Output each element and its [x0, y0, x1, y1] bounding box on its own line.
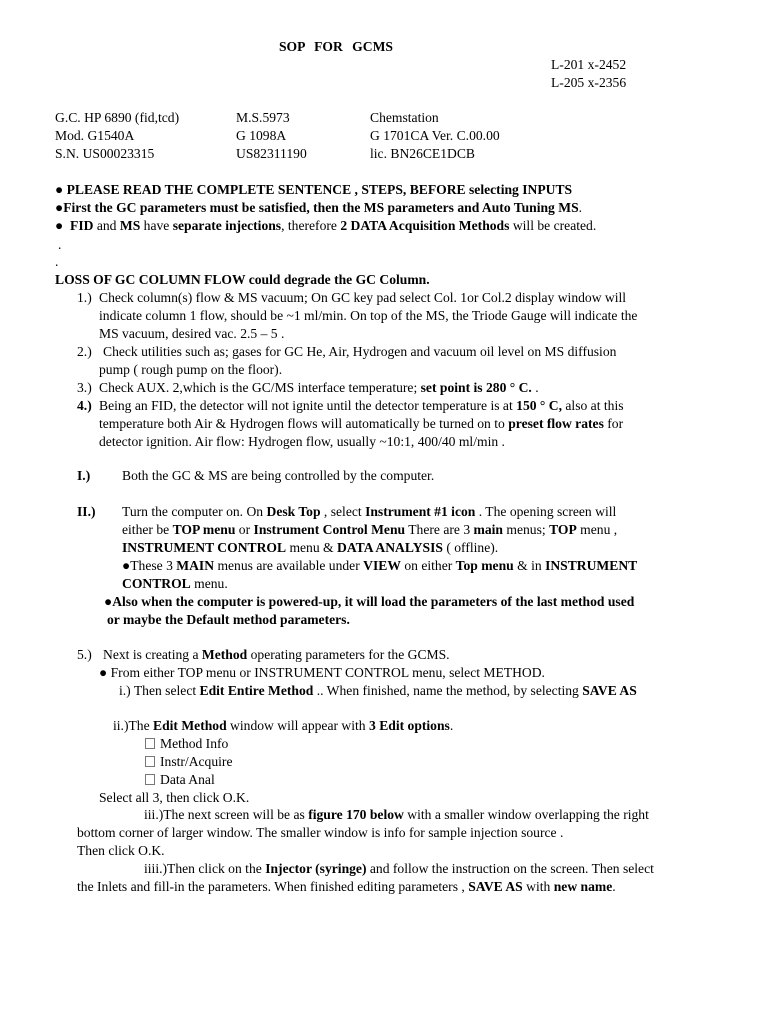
text: iii.)The next screen will be as [144, 807, 309, 822]
text: . [449, 718, 454, 733]
item-line: indicate column 1 flow, should be ~1 ml/min. On top of the MS, the Triode Gauge will indicate the [99, 308, 638, 323]
step5-bullet [99, 664, 545, 682]
line [122, 503, 616, 521]
injector-syringe: Injector (syringe) [265, 861, 367, 876]
new-name: new name [553, 879, 613, 894]
text: on either [400, 558, 456, 573]
text: menus are available under [214, 558, 364, 573]
item-line: detector ignition. Air flow: Hydrogen flow, usually ~10:1, 400/40 ml/min . [99, 434, 505, 449]
option-method-info [145, 735, 228, 753]
text: . [531, 380, 539, 395]
text: . The opening screen will [475, 504, 617, 519]
item-line: pump ( rough pump on the floor). [99, 362, 283, 377]
preset-flow-rates: preset flow rates [508, 416, 604, 431]
step5-substep-iii-line2: bottom corner of larger window. The smaller window is info for sample injection source . [77, 825, 564, 840]
line [122, 557, 637, 575]
main: main [473, 522, 503, 537]
checkbox-icon [145, 774, 155, 785]
text: will be created. [509, 218, 597, 233]
item-number: 2.) [77, 344, 92, 359]
data-acquisition-methods: 2 DATA Acquisition Methods [340, 218, 510, 233]
save-as: SAVE AS [582, 683, 637, 698]
top-menu: Top menu [455, 558, 514, 573]
text: ( offline). [442, 540, 499, 555]
bullet: ● [122, 558, 131, 573]
period: . [578, 200, 583, 215]
software-version: G 1701CA Ver. C.00.00 [370, 128, 500, 143]
text: .. When finished, name the method, by selecting [313, 683, 583, 698]
gc-model: G.C. HP 6890 (fid,tcd) [55, 110, 180, 125]
option-label: Instr/Acquire [160, 754, 233, 769]
item-line: Check column(s) flow & MS vacuum; On GC key pad select Col. 1or Col.2 display window will [99, 290, 627, 305]
step5-substep-ii [113, 717, 453, 735]
checkbox-icon [145, 756, 155, 767]
phone-extension-1: L-201 x-2452 [551, 57, 627, 72]
item-line: Check utilities such as; gases for GC He, Air, Hydrogen and vacuum oil level on MS diffusion [103, 344, 617, 359]
item-line [99, 397, 624, 415]
separate-injections: separate injections [172, 218, 282, 233]
text: These 3 [130, 558, 177, 573]
bullet: ● [99, 665, 108, 680]
bullet: ● [55, 200, 64, 215]
step5-number: 5.) [77, 647, 92, 662]
main-caps: MAIN [176, 558, 215, 573]
set-point: set point is 280 ° C. [420, 380, 532, 395]
desk-top: Desk Top [266, 504, 321, 519]
view: VIEW [363, 558, 401, 573]
text: & in [513, 558, 546, 573]
step5-substep-iiii [144, 860, 654, 878]
instrument-icon-label: Instrument #1 icon [365, 504, 476, 519]
software-license: lic. BN26CE1DCB [370, 146, 475, 161]
notice-read-complete [55, 181, 572, 199]
option-instr-acquire [145, 753, 232, 771]
text: menu , [576, 522, 618, 537]
data-analysis: DATA ANALYSIS [337, 540, 443, 555]
text: and [93, 218, 120, 233]
item-number: 4.) [77, 398, 92, 413]
text: From either TOP menu or INSTRUMENT CONTROL menu, select METHOD. [110, 665, 545, 680]
item-number: 1.) [77, 290, 92, 305]
text: ii.)The [113, 718, 154, 733]
text: Turn the computer on. On [122, 504, 267, 519]
text: menu & [286, 540, 338, 555]
default-method-note: or maybe the Default method parameters. [107, 612, 350, 627]
text: with [522, 879, 554, 894]
powered-up-note: ●Also when the computer is powered-up, it will load the parameters of the last method used [104, 594, 635, 609]
step5-substep-iiii-line2 [77, 878, 616, 896]
text: menus; [503, 522, 550, 537]
text: Check AUX. 2,which is the GC/MS interface temperature; [99, 380, 421, 395]
text: , therefore [281, 218, 341, 233]
software-name: Chemstation [370, 110, 439, 125]
gc-serial: S.N. US00023315 [55, 146, 155, 161]
text: iiii.)Then click on the [144, 861, 266, 876]
roman-i-number: I.) [77, 468, 91, 483]
phone-extension-2: L-205 x-2356 [551, 75, 627, 90]
ignite-temperature: 150 ° C, [516, 398, 562, 413]
text: , select [320, 504, 366, 519]
text: There are 3 [405, 522, 474, 537]
item-line [99, 415, 623, 433]
ms-mod: G 1098A [236, 128, 287, 143]
item-line: MS vacuum, desired vac. 2.5 – 5 . [99, 326, 285, 341]
ms-label: MS [119, 218, 141, 233]
item-line [99, 379, 539, 397]
step5-substep-iii [144, 806, 649, 824]
step5-substep-iii-line3: Then click O.K. [77, 843, 165, 858]
text: with a smaller window overlapping the right [403, 807, 649, 822]
text: also at this [561, 398, 624, 413]
line [122, 575, 228, 593]
text: or [235, 522, 254, 537]
method: Method [201, 647, 248, 662]
top-menu: TOP menu [172, 522, 236, 537]
text: temperature both Air & Hydrogen flows will automatically be turned on to [99, 416, 509, 431]
select-all-note: Select all 3, then click O.K. [99, 790, 250, 805]
step5-substep-i [119, 682, 637, 700]
instrument-control-menu: Instrument Control Menu [253, 522, 406, 537]
checkbox-icon [145, 738, 155, 749]
control: CONTROL [122, 576, 191, 591]
text: operating parameters for the GCMS. [247, 647, 450, 662]
text: window will appear with [226, 718, 369, 733]
text: i.) Then select [119, 683, 200, 698]
option-label: Method Info [160, 736, 229, 751]
line [122, 539, 498, 557]
text: for [603, 416, 624, 431]
text: and follow the instruction on the screen. Then select [366, 861, 654, 876]
text: have [140, 218, 173, 233]
notice-text: First the GC parameters must be satisfied, then the MS parameters and Auto Tuning MS [63, 200, 579, 215]
text: the Inlets and fill-in the parameters. When finished editing parameters , [77, 879, 469, 894]
section-title-loss: LOSS OF GC COLUMN FLOW could degrade the GC Column. [55, 272, 430, 287]
edit-options: 3 Edit options [369, 718, 450, 733]
roman-i-text: Both the GC & MS are being controlled by the computer. [122, 468, 435, 483]
notice-text: PLEASE READ THE COMPLETE SENTENCE , STEPS, BEFORE selecting INPUTS [66, 182, 573, 197]
option-label: Data Anal [160, 772, 215, 787]
text: Being an FID, the detector will not ignite until the detector temperature is at [99, 398, 517, 413]
text: . [612, 879, 616, 894]
text: menu. [190, 576, 228, 591]
bullet: ● [55, 182, 64, 197]
notice-gc-first [55, 199, 582, 217]
fid-label: FID [70, 218, 94, 233]
text: either be [122, 522, 173, 537]
item-number: 3.) [77, 380, 92, 395]
notice-separate-injections [55, 217, 596, 235]
gc-mod: Mod. G1540A [55, 128, 135, 143]
line [122, 521, 617, 539]
top: TOP [549, 522, 577, 537]
ms-model: M.S.5973 [236, 110, 290, 125]
roman-ii-number: II.) [77, 504, 96, 519]
instrument: INSTRUMENT [545, 558, 638, 573]
edit-method: Edit Method [153, 718, 227, 733]
save-as: SAVE AS [468, 879, 523, 894]
ms-serial: US82311190 [236, 146, 307, 161]
text: Next is creating a [103, 647, 202, 662]
option-data-anal [145, 771, 215, 789]
instrument-control: INSTRUMENT CONTROL [122, 540, 287, 555]
figure-reference: figure 170 below [308, 807, 404, 822]
step5-text [103, 646, 450, 664]
dot-1: . [58, 237, 62, 252]
document-title: SOP FOR GCMS [279, 39, 393, 54]
dot-2: . [55, 254, 59, 269]
bullet: ● [55, 218, 64, 233]
edit-entire-method: Edit Entire Method [199, 683, 314, 698]
